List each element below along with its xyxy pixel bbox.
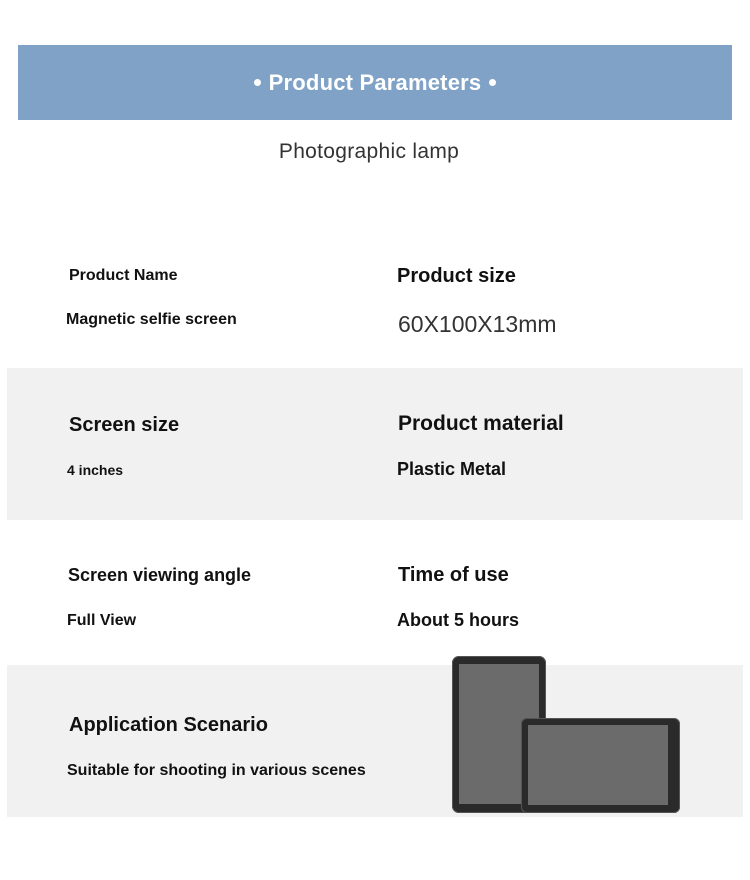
landscape-screen-image [521, 718, 680, 813]
spec-label-screen-size: Screen size [69, 414, 180, 436]
spec-value-product-size: 60X100X13mm [398, 311, 557, 337]
spec-value-time-of-use: About 5 hours [397, 610, 519, 630]
banner-title-wrap [246, 70, 505, 96]
spec-value-screen-size: 4 inches [67, 462, 124, 478]
spec-value-product-material: Plastic Metal [397, 459, 507, 479]
bullet-right-icon [489, 79, 496, 86]
spec-label-viewing-angle: Screen viewing angle [68, 565, 252, 585]
page-title: Product Parameters [268, 69, 482, 95]
bullet-left-icon [254, 79, 261, 86]
spec-value-application: Suitable for shooting in various scenes [67, 762, 366, 779]
spec-value-product-name: Magnetic selfie screen [66, 311, 237, 328]
spec-label-time-of-use: Time of use [398, 564, 509, 586]
page-subtitle: Photographic lamp [278, 140, 460, 163]
spec-label-product-material: Product material [398, 412, 564, 435]
spec-value-viewing-angle: Full View [67, 612, 137, 629]
header-banner [18, 45, 732, 120]
spec-label-application: Application Scenario [69, 714, 268, 736]
spec-label-product-size: Product size [397, 265, 516, 287]
spec-label-product-name: Product Name [69, 267, 178, 284]
landscape-screen-display [528, 725, 668, 805]
spec-band-2 [7, 368, 743, 520]
